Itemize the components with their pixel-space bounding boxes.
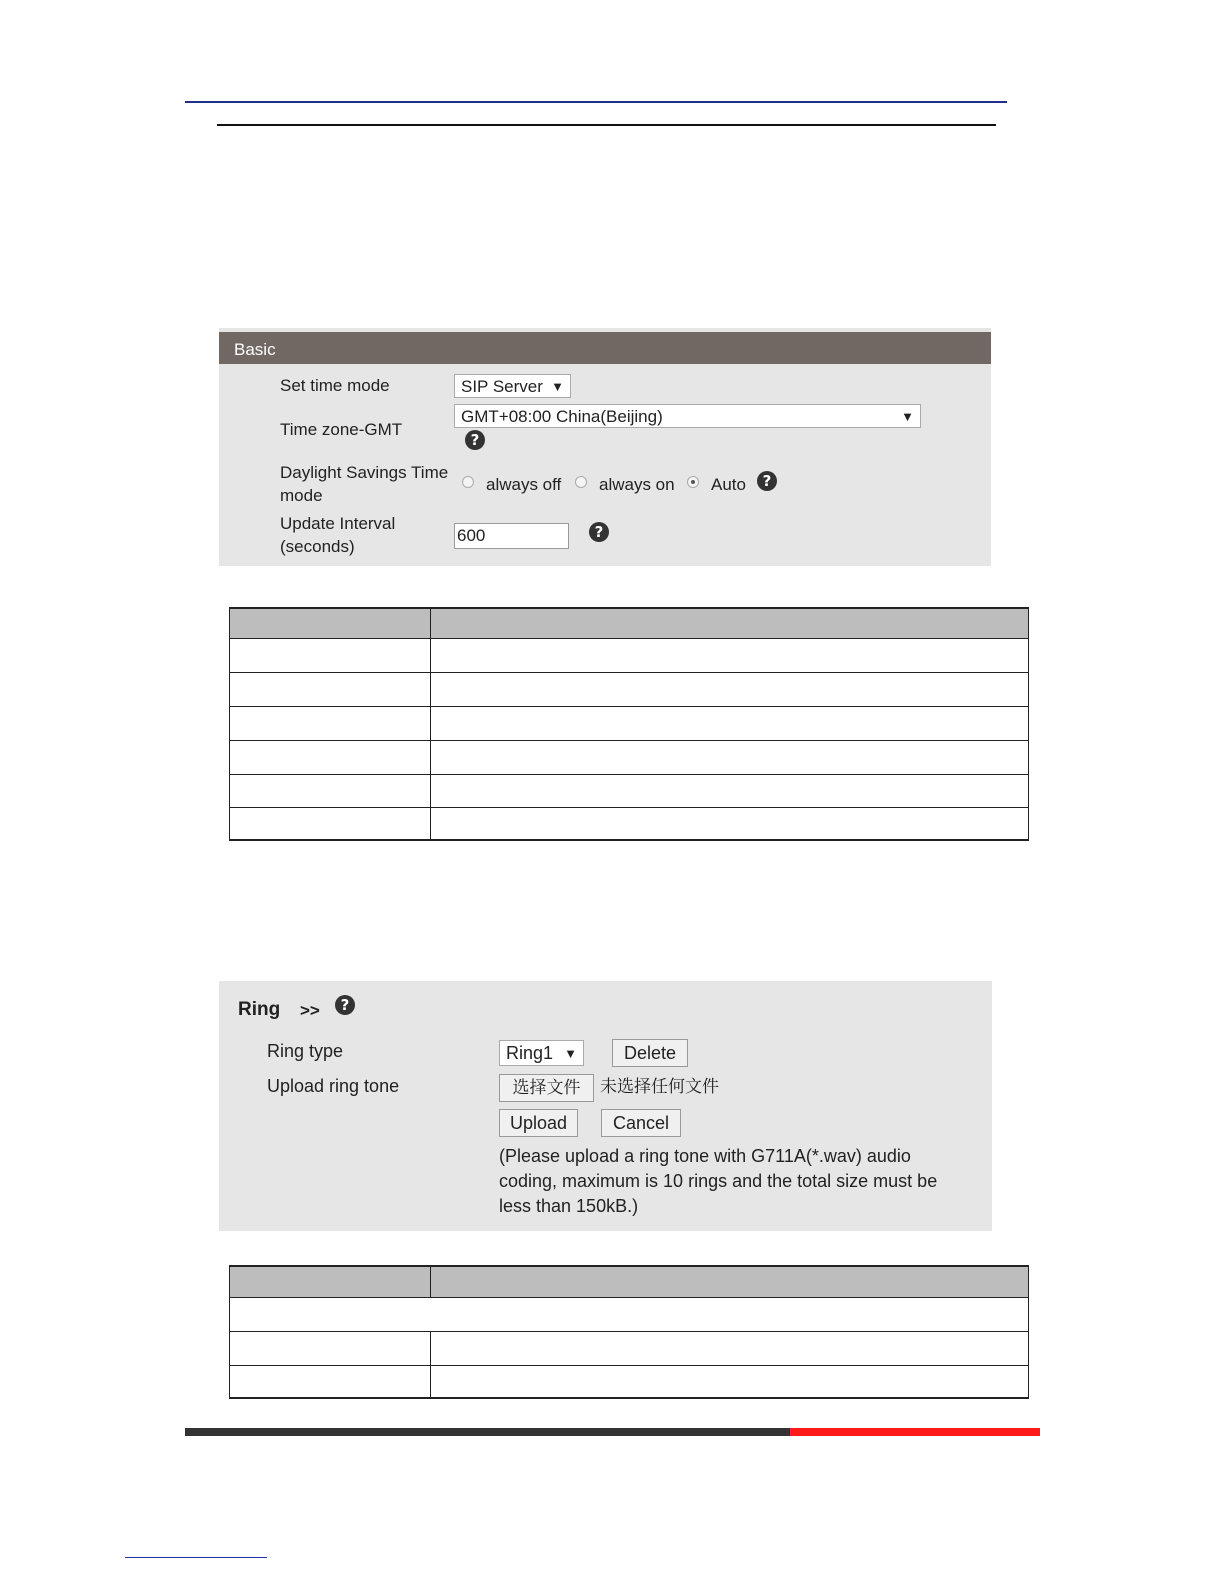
dst-label-line2: mode xyxy=(280,486,323,505)
basic-panel-title: Basic xyxy=(234,340,276,359)
upload-note-line3: less than 150kB.) xyxy=(499,1196,639,1216)
dst-always-off-radio[interactable] xyxy=(462,476,474,488)
table-header-row xyxy=(230,1266,1029,1297)
ring-expand-arrows[interactable]: >> xyxy=(300,1001,320,1020)
dropdown-caret-icon: ▼ xyxy=(551,379,564,394)
upload-note-line2: coding, maximum is 10 rings and the total size must be xyxy=(499,1171,938,1191)
dropdown-caret-icon: ▼ xyxy=(901,409,914,424)
set-time-mode-label: Set time mode xyxy=(280,376,390,395)
table-row xyxy=(230,740,1029,774)
dst-auto-radio[interactable] xyxy=(687,476,699,488)
time-zone-label: Time zone-GMT xyxy=(280,420,403,439)
basic-panel-header xyxy=(219,332,991,364)
set-time-mode-select[interactable] xyxy=(454,374,571,398)
dropdown-caret-icon: ▼ xyxy=(564,1046,577,1061)
ring-help-icon[interactable]: ? xyxy=(335,995,355,1015)
ring-type-label: Ring type xyxy=(267,1041,344,1061)
table-row xyxy=(230,774,1029,807)
table-row xyxy=(230,706,1029,740)
dst-auto-label: Auto xyxy=(711,475,746,494)
upload-ring-tone-label: Upload ring tone xyxy=(267,1076,400,1096)
table-row xyxy=(230,807,1029,840)
table-row xyxy=(230,638,1029,672)
set-time-mode-value: SIP Server xyxy=(461,377,543,396)
time-zone-value: GMT+08:00 China(Beijing) xyxy=(461,407,663,426)
dst-label-line1: Daylight Savings Time xyxy=(280,463,449,482)
time-zone-select[interactable] xyxy=(454,404,921,428)
upload-button[interactable]: Upload xyxy=(499,1109,578,1137)
basic-params-table xyxy=(229,607,1029,841)
no-file-chosen-text: 未选择任何文件 xyxy=(600,1077,719,1097)
update-interval-label-line2: (seconds) xyxy=(280,537,355,556)
ring-type-select[interactable] xyxy=(499,1040,584,1066)
footer-bar-dark xyxy=(185,1428,790,1436)
basic-settings-panel xyxy=(219,328,991,566)
ring-type-value: Ring1 xyxy=(506,1043,554,1063)
table-header-row xyxy=(230,608,1029,638)
upload-note-line1: (Please upload a ring tone with G711A(*.wav) audio xyxy=(499,1146,911,1166)
header-rule-blue xyxy=(185,101,1007,103)
table-row xyxy=(230,1297,1029,1331)
cancel-button[interactable]: Cancel xyxy=(601,1109,681,1137)
update-interval-label-line1: Update Interval xyxy=(280,514,396,533)
table-row xyxy=(230,1365,1029,1398)
delete-ring-button[interactable]: Delete xyxy=(612,1039,688,1067)
table-row xyxy=(230,1331,1029,1365)
dst-always-off-label: always off xyxy=(486,475,562,494)
choose-file-button[interactable]: 选择文件 xyxy=(499,1074,594,1102)
dst-always-on-label: always on xyxy=(599,475,675,494)
dst-always-on-radio[interactable] xyxy=(575,476,587,488)
header-rule-black xyxy=(217,124,996,126)
update-interval-input[interactable]: 600 xyxy=(454,523,569,549)
ring-panel-title: Ring xyxy=(238,999,281,1020)
footer-bar-red xyxy=(790,1428,1040,1436)
table-row xyxy=(230,672,1029,706)
ring-settings-panel xyxy=(219,981,992,1231)
time-zone-help-icon[interactable]: ? xyxy=(465,430,485,450)
dst-help-icon[interactable]: ? xyxy=(757,471,777,491)
update-interval-help-icon[interactable]: ? xyxy=(589,522,609,542)
footer-link-underline xyxy=(125,1557,267,1558)
ring-params-table xyxy=(229,1265,1029,1399)
